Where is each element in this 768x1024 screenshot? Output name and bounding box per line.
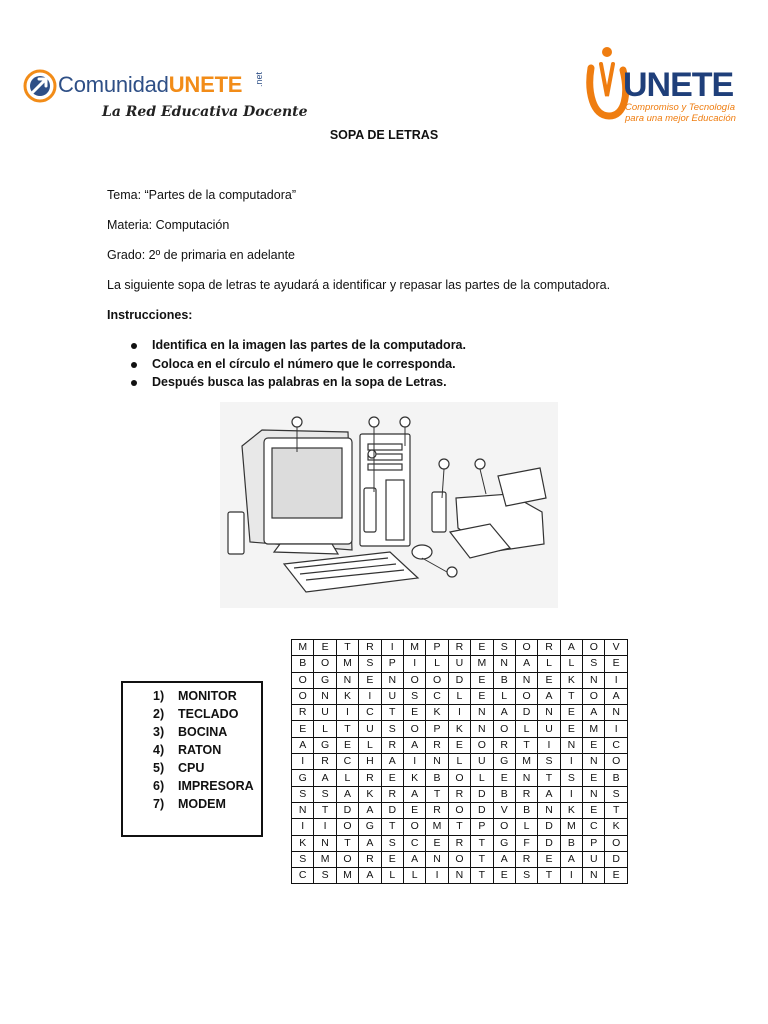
grid-cell[interactable]: N	[292, 802, 314, 818]
grid-cell[interactable]: E	[605, 656, 627, 672]
grid-cell[interactable]: T	[381, 705, 403, 721]
grid-cell[interactable]: C	[583, 819, 605, 835]
grid-cell[interactable]: A	[403, 786, 425, 802]
grid-cell[interactable]: G	[359, 819, 381, 835]
grid-cell[interactable]: A	[403, 851, 425, 867]
grid-cell[interactable]: T	[471, 868, 493, 884]
grid-cell[interactable]: N	[515, 672, 537, 688]
grid-cell[interactable]: O	[515, 688, 537, 704]
word-list-box: 1) MONITOR 2) TECLADO 3) BOCINA 4) RATON 5) CPU 6) IMPRESORA 7) MODEM	[121, 681, 263, 837]
grid-cell[interactable]: I	[292, 819, 314, 835]
grid-cell[interactable]: A	[381, 754, 403, 770]
grid-cell[interactable]: I	[448, 705, 470, 721]
grid-cell[interactable]: E	[381, 770, 403, 786]
grid-cell[interactable]: R	[292, 705, 314, 721]
grid-cell[interactable]: N	[583, 868, 605, 884]
grid-cell[interactable]: B	[292, 656, 314, 672]
grid-cell[interactable]: S	[292, 786, 314, 802]
grid-cell[interactable]: N	[538, 705, 560, 721]
grid-cell[interactable]: S	[560, 770, 582, 786]
grid-cell[interactable]: C	[359, 705, 381, 721]
grid-row	[292, 754, 628, 770]
grid-cell[interactable]: E	[471, 688, 493, 704]
instruction-item: Coloca en el círculo el número que le corresponda.	[107, 357, 466, 376]
grid-cell[interactable]: O	[403, 721, 425, 737]
grid-cell[interactable]: B	[493, 786, 515, 802]
grid-row	[292, 802, 628, 818]
intro-line: La siguiente sopa de letras te ayudará a identificar y repasar las partes de la computadora.	[107, 278, 611, 292]
grid-cell[interactable]: L	[314, 721, 336, 737]
grid-cell[interactable]: P	[471, 819, 493, 835]
grid-cell[interactable]: T	[448, 819, 470, 835]
grid-cell[interactable]: L	[426, 656, 448, 672]
grid-cell[interactable]: N	[583, 754, 605, 770]
grid-cell[interactable]: T	[381, 819, 403, 835]
grid-cell[interactable]: O	[493, 819, 515, 835]
globe-arrow-icon	[22, 68, 58, 104]
logo-comunidad-unete	[22, 66, 308, 132]
bullet-icon	[131, 380, 137, 386]
grid-cell[interactable]: N	[426, 851, 448, 867]
grid-cell[interactable]: K	[336, 688, 358, 704]
grid-cell[interactable]: T	[471, 835, 493, 851]
grid-cell[interactable]: I	[336, 705, 358, 721]
grid-cell[interactable]: A	[403, 737, 425, 753]
grid-cell[interactable]: I	[292, 754, 314, 770]
grid-cell[interactable]: N	[471, 705, 493, 721]
grid-cell[interactable]: T	[515, 737, 537, 753]
brand-tagline: La Red Educativa Docente	[102, 104, 308, 120]
brand-sub1: Compromiso y Tecnología	[625, 102, 736, 113]
grid-cell[interactable]: O	[471, 737, 493, 753]
grid-cell[interactable]: P	[583, 835, 605, 851]
grid-cell[interactable]: T	[538, 770, 560, 786]
grid-cell[interactable]: E	[538, 672, 560, 688]
grid-cell[interactable]: O	[336, 819, 358, 835]
grid-cell[interactable]: L	[560, 656, 582, 672]
grid-cell[interactable]: D	[336, 802, 358, 818]
grid-cell[interactable]: I	[560, 786, 582, 802]
grid-cell[interactable]: S	[493, 640, 515, 656]
grid-cell[interactable]: S	[403, 688, 425, 704]
instructions-list	[107, 338, 466, 394]
grid-cell[interactable]: I	[426, 868, 448, 884]
grid-cell[interactable]: A	[560, 640, 582, 656]
grid-cell[interactable]: D	[471, 802, 493, 818]
grid-cell[interactable]: O	[314, 656, 336, 672]
grid-cell[interactable]: A	[538, 688, 560, 704]
grid-cell[interactable]: T	[471, 851, 493, 867]
grid-cell[interactable]: K	[605, 819, 627, 835]
bullet-icon	[131, 362, 137, 368]
bullet-icon	[131, 343, 137, 349]
grid-cell[interactable]: O	[426, 672, 448, 688]
grid-row	[292, 688, 628, 704]
grid-cell[interactable]: T	[538, 868, 560, 884]
grid-cell[interactable]: M	[314, 851, 336, 867]
grid-cell[interactable]: E	[292, 721, 314, 737]
grid-cell[interactable]: O	[292, 688, 314, 704]
grid-cell[interactable]: O	[605, 754, 627, 770]
grid-cell[interactable]: E	[493, 868, 515, 884]
grid-cell[interactable]: V	[493, 802, 515, 818]
grid-cell[interactable]: I	[605, 721, 627, 737]
grid-cell[interactable]: C	[292, 868, 314, 884]
grid-cell[interactable]: D	[605, 851, 627, 867]
grid-cell[interactable]: N	[515, 770, 537, 786]
grid-cell[interactable]: O	[448, 770, 470, 786]
grid-cell[interactable]: L	[403, 868, 425, 884]
grid-cell[interactable]: T	[336, 640, 358, 656]
page-title: SOPA DE LETRAS	[329, 128, 439, 142]
computer-illustration	[220, 402, 558, 608]
grid-cell[interactable]: N	[583, 786, 605, 802]
tema-line: Tema: “Partes de la computadora”	[107, 188, 296, 202]
grid-cell[interactable]: A	[314, 770, 336, 786]
grid-row	[292, 851, 628, 867]
grid-cell[interactable]: P	[381, 656, 403, 672]
brand-sub2: para una mejor Educación	[625, 113, 736, 124]
grid-cell[interactable]: E	[560, 705, 582, 721]
grid-cell[interactable]: L	[448, 688, 470, 704]
grid-cell[interactable]: O	[583, 688, 605, 704]
grado-line: Grado: 2º de primaria en adelante	[107, 248, 296, 262]
grid-cell[interactable]: D	[515, 705, 537, 721]
grid-cell[interactable]: R	[448, 835, 470, 851]
grid-cell[interactable]: R	[314, 754, 336, 770]
grid-cell[interactable]: R	[448, 786, 470, 802]
grid-cell[interactable]: S	[515, 868, 537, 884]
grid-cell[interactable]: U	[583, 851, 605, 867]
grid-cell[interactable]: O	[336, 851, 358, 867]
grid-cell[interactable]: M	[583, 721, 605, 737]
grid-cell[interactable]: R	[381, 737, 403, 753]
grid-cell[interactable]: M	[336, 868, 358, 884]
grid-cell[interactable]: L	[336, 770, 358, 786]
grid-cell[interactable]: T	[336, 721, 358, 737]
grid-cell[interactable]: N	[471, 721, 493, 737]
grid-row	[292, 835, 628, 851]
grid-cell[interactable]: R	[359, 851, 381, 867]
grid-cell[interactable]: B	[560, 835, 582, 851]
grid-cell[interactable]: A	[583, 705, 605, 721]
grid-cell[interactable]: G	[314, 672, 336, 688]
materia-line: Materia: Computación	[107, 218, 230, 232]
grid-cell[interactable]: R	[493, 737, 515, 753]
grid-cell[interactable]: M	[426, 819, 448, 835]
grid-cell[interactable]: D	[448, 672, 470, 688]
grid-cell[interactable]: R	[426, 737, 448, 753]
grid-cell[interactable]: U	[448, 656, 470, 672]
grid-cell[interactable]: A	[292, 737, 314, 753]
grid-cell[interactable]: A	[359, 835, 381, 851]
grid-cell[interactable]: E	[359, 672, 381, 688]
grid-cell[interactable]: R	[538, 640, 560, 656]
grid-cell[interactable]: I	[605, 672, 627, 688]
grid-cell[interactable]: N	[314, 688, 336, 704]
grid-cell[interactable]: C	[605, 737, 627, 753]
grid-cell[interactable]: K	[292, 835, 314, 851]
grid-cell[interactable]: U	[314, 705, 336, 721]
grid-cell[interactable]: K	[448, 721, 470, 737]
grid-cell[interactable]: R	[426, 802, 448, 818]
grid-cell[interactable]: A	[605, 688, 627, 704]
grid-cell[interactable]: I	[381, 640, 403, 656]
grid-cell[interactable]: S	[605, 786, 627, 802]
grid-cell[interactable]: K	[403, 770, 425, 786]
grid-cell[interactable]: C	[426, 688, 448, 704]
grid-row	[292, 868, 628, 884]
grid-cell[interactable]: A	[538, 786, 560, 802]
grid-cell[interactable]: M	[292, 640, 314, 656]
grid-cell[interactable]: G	[493, 835, 515, 851]
grid-row	[292, 770, 628, 786]
grid-cell[interactable]: B	[426, 770, 448, 786]
grid-cell[interactable]: O	[605, 835, 627, 851]
grid-cell[interactable]: E	[493, 770, 515, 786]
grid-cell[interactable]: L	[359, 737, 381, 753]
grid-cell[interactable]: I	[314, 819, 336, 835]
grid-cell[interactable]: B	[605, 770, 627, 786]
grid-cell[interactable]: A	[515, 656, 537, 672]
grid-row	[292, 786, 628, 802]
grid-cell[interactable]: O	[403, 672, 425, 688]
grid-cell[interactable]: N	[314, 835, 336, 851]
grid-cell[interactable]: N	[493, 656, 515, 672]
grid-cell[interactable]: S	[314, 786, 336, 802]
grid-cell[interactable]: N	[560, 737, 582, 753]
grid-cell[interactable]: I	[403, 656, 425, 672]
grid-cell[interactable]: L	[381, 868, 403, 884]
grid-cell[interactable]: T	[560, 688, 582, 704]
grid-cell[interactable]: T	[336, 835, 358, 851]
grid-cell[interactable]: D	[538, 835, 560, 851]
grid-cell[interactable]: A	[359, 868, 381, 884]
grid-row	[292, 819, 628, 835]
grid-cell[interactable]: M	[515, 754, 537, 770]
grid-cell[interactable]: E	[336, 737, 358, 753]
grid-cell[interactable]: N	[336, 672, 358, 688]
grid-cell[interactable]: E	[314, 640, 336, 656]
grid-cell[interactable]: A	[560, 851, 582, 867]
grid-cell[interactable]: S	[292, 851, 314, 867]
grid-cell[interactable]: S	[359, 656, 381, 672]
grid-cell[interactable]: K	[359, 786, 381, 802]
grid-cell[interactable]: O	[292, 672, 314, 688]
grid-cell[interactable]: S	[381, 721, 403, 737]
grid-cell[interactable]: E	[605, 868, 627, 884]
grid-cell[interactable]: R	[515, 786, 537, 802]
grid-cell[interactable]: U	[538, 721, 560, 737]
grid-cell[interactable]: N	[605, 705, 627, 721]
grid-cell[interactable]: B	[493, 672, 515, 688]
grid-cell[interactable]: N	[538, 802, 560, 818]
grid-cell[interactable]: O	[448, 802, 470, 818]
grid-cell[interactable]: L	[538, 656, 560, 672]
grid-cell[interactable]: U	[381, 688, 403, 704]
grid-cell[interactable]: E	[583, 770, 605, 786]
grid-row	[292, 737, 628, 753]
grid-cell[interactable]: A	[493, 705, 515, 721]
grid-cell[interactable]: C	[336, 754, 358, 770]
grid-cell[interactable]: I	[403, 754, 425, 770]
grid-cell[interactable]: O	[583, 640, 605, 656]
grid-cell[interactable]: K	[560, 672, 582, 688]
grid-cell[interactable]: U	[471, 754, 493, 770]
grid-cell[interactable]: E	[538, 851, 560, 867]
grid-cell[interactable]: S	[583, 656, 605, 672]
grid-cell[interactable]: L	[493, 688, 515, 704]
grid-cell[interactable]: B	[515, 802, 537, 818]
grid-cell[interactable]: E	[471, 640, 493, 656]
grid-cell[interactable]: T	[426, 786, 448, 802]
grid-cell[interactable]: O	[515, 640, 537, 656]
grid-row	[292, 672, 628, 688]
grid-cell[interactable]: L	[515, 819, 537, 835]
instruction-item: Identifica en la imagen las partes de la computadora.	[107, 338, 466, 357]
grid-cell[interactable]: N	[583, 672, 605, 688]
grid-cell[interactable]: O	[403, 819, 425, 835]
grid-cell[interactable]: K	[426, 705, 448, 721]
grid-cell[interactable]: R	[515, 851, 537, 867]
grid-cell[interactable]: I	[560, 754, 582, 770]
grid-cell[interactable]: V	[605, 640, 627, 656]
logo-unete	[585, 44, 745, 126]
grid-cell[interactable]: M	[336, 656, 358, 672]
grid-cell[interactable]: S	[381, 835, 403, 851]
grid-cell[interactable]: N	[381, 672, 403, 688]
grid-cell[interactable]: E	[471, 672, 493, 688]
grid-cell[interactable]: E	[381, 851, 403, 867]
grid-cell[interactable]: R	[381, 786, 403, 802]
grid-cell[interactable]: P	[426, 640, 448, 656]
instrucciones-label: Instrucciones:	[107, 308, 193, 322]
grid-cell[interactable]: D	[471, 786, 493, 802]
brand-unete: UNETE	[623, 66, 734, 104]
grid-row	[292, 705, 628, 721]
grid-cell[interactable]: E	[560, 721, 582, 737]
instruction-item: Después busca las palabras en la sopa de Letras.	[107, 375, 466, 394]
grid-cell[interactable]: S	[538, 754, 560, 770]
grid-cell[interactable]: R	[448, 640, 470, 656]
grid-cell[interactable]: P	[426, 721, 448, 737]
grid-cell[interactable]: E	[583, 802, 605, 818]
grid-row	[292, 721, 628, 737]
grid-row	[292, 640, 628, 656]
grid-cell[interactable]: O	[448, 851, 470, 867]
grid-cell[interactable]: E	[583, 737, 605, 753]
grid-cell[interactable]: M	[560, 819, 582, 835]
grid-cell[interactable]: M	[403, 640, 425, 656]
grid-cell[interactable]: R	[359, 640, 381, 656]
grid-cell[interactable]: E	[426, 835, 448, 851]
grid-cell[interactable]: O	[493, 721, 515, 737]
grid-cell[interactable]: I	[538, 737, 560, 753]
grid-cell[interactable]: D	[381, 802, 403, 818]
grid-cell[interactable]: R	[359, 770, 381, 786]
grid-cell[interactable]: D	[538, 819, 560, 835]
grid-cell[interactable]: M	[471, 656, 493, 672]
grid-cell[interactable]: C	[403, 835, 425, 851]
grid-cell[interactable]: E	[448, 737, 470, 753]
grid-cell[interactable]: A	[359, 802, 381, 818]
grid-cell[interactable]: L	[448, 754, 470, 770]
grid-cell[interactable]: N	[426, 754, 448, 770]
grid-cell[interactable]: A	[336, 786, 358, 802]
grid-cell[interactable]: K	[560, 802, 582, 818]
grid-cell[interactable]: E	[403, 802, 425, 818]
grid-cell[interactable]: H	[359, 754, 381, 770]
grid-cell[interactable]: G	[314, 737, 336, 753]
grid-cell[interactable]: L	[515, 721, 537, 737]
grid-cell[interactable]: T	[605, 802, 627, 818]
grid-cell[interactable]: E	[403, 705, 425, 721]
grid-cell[interactable]: S	[314, 868, 336, 884]
grid-cell[interactable]: G	[493, 754, 515, 770]
grid-cell[interactable]: I	[359, 688, 381, 704]
word-search-grid	[291, 639, 628, 884]
grid-cell[interactable]: I	[560, 868, 582, 884]
brand-net: .net	[254, 72, 264, 88]
grid-cell[interactable]: N	[448, 868, 470, 884]
grid-cell[interactable]: A	[493, 851, 515, 867]
grid-row	[292, 656, 628, 672]
grid-cell[interactable]: U	[359, 721, 381, 737]
grid-cell[interactable]: T	[314, 802, 336, 818]
brand-text: ComunidadUNETE	[58, 72, 243, 97]
grid-cell[interactable]: F	[515, 835, 537, 851]
grid-cell[interactable]: L	[471, 770, 493, 786]
grid-cell[interactable]: G	[292, 770, 314, 786]
